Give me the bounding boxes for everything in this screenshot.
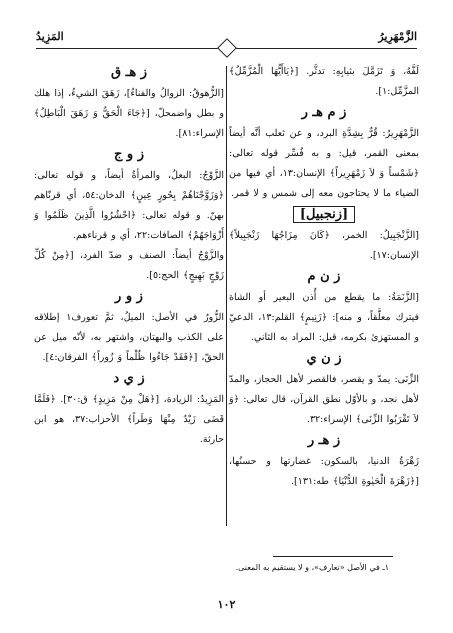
footnote-rule — [273, 556, 393, 557]
entry-text: [الزَّنْجَبِيلُ: الخمر، ﴿كَانَ مِزَاجُهَا زَنْجَبِيلاً﴾ الإنسان:١٧]. — [229, 230, 419, 261]
running-header — [36, 30, 417, 50]
entry-text: الزُّورُ في الأصل: الميلُ، ثمَّ تعورف١ إطلاقه على الكذب والبهتان، واشتهر به، لأنّه ميل عن الحقّ، [﴿فَقَدْ جَاءُوا ظُلْماً وَ زُوراً﴾ الفرقان:٤]. — [34, 312, 224, 363]
entry-text: الزَّمْهَرِيرُ: قُرٌّ بِشِدَّةِ البرد، و عن ثعلب أنَّه أيضاً بمعنى القمر، قيل: و به فُسِّر قوله تعالى: ﴿شَمْساً وَ لاَ زَمْهَرِيراً﴾ الإنسان:١٣، أي فيها من الضياء ما لا يحتاجون معه إلى شمس و لا قمر. — [229, 128, 420, 199]
entry-text: الزَّوْجُ: البعلُ، والمرأةُ أيضاً، و قوله تعالى: ﴿وَزَوَّجْنَاهُمْ بِحُورٍ عِينٍ﴾ الدخان:٥٤، أي قرنّاهم بهنّ. و قوله تعالى: ﴿احْشُرُوا الَّذِينَ ظَلَمُوا وَ أَزْوَاجَهُمْ﴾ الصافات:٢٢، أي و قرناءهم. — [34, 170, 224, 241]
entry-text: الزِّنَى: يمدّ و يقصر، فالقصر لأهل الحجاز، والمدّ لأهل نجد، و بالأوّل نطق القرآن، قال تعالى: ﴿وَ لاَ تَقْرَبُوا الزِّنَى﴾ الإسراء:٣٢. — [229, 374, 419, 425]
header-right-word: الزَّمْهَرِيرُ — [378, 30, 417, 43]
entry-headword: ز و ر — [115, 289, 143, 304]
entry-headword: ز ن ي — [306, 351, 342, 366]
entry-headword: ز ي د — [113, 371, 145, 386]
boxed-headword-text: [زنجبيل] — [293, 206, 355, 223]
entry-text: المَزِيدُ: الزيادة، [﴿هَلْ مِنْ مَزِيدٍ﴾ ق:٣٠]. ﴿فَلَمَّا قَضَى زَيْدٌ مِنْهَا وَطَراً﴾ الأحزاب:٣٧، هو ابن حارثة. — [34, 394, 225, 445]
entry-text: زَهْرَةُ الدنيا، بالسكون: غضارتها و حسنُها، [﴿زَهْرَةَ الْحَيٰوةِ الدُّنْيَا﴾ طه:١٣١]. — [229, 456, 419, 487]
page-number: ١٠٢ — [217, 598, 236, 611]
entry-headword: ز هـ ر — [307, 433, 341, 448]
entry-text: [الزَّنَمَةُ: ما يقطع من أُذن البعير أو الشاة فيترك معلَّقاً، و منه]: ﴿زَنِيمٍ﴾ القلم:١٣، الدعيّ و المستهزئ بكرمه، قيل: المراد به الثاني. — [229, 292, 419, 343]
footnote: ١ـ في الأصل «تعارف»، و لا يستقيم به المعنى. — [235, 563, 389, 572]
column-divider — [226, 66, 227, 526]
entry-text: والزَّوْجُ أيضاً: الصنف و ضدّ الفرد، [﴿مِنْ كُلِّ زَوْجٍ بَهِيجٍ﴾ الحج:٥]. — [34, 250, 224, 281]
left-column — [34, 62, 224, 450]
entry-headword: ز هـ ق — [110, 65, 148, 80]
entry-headword-boxed — [229, 204, 419, 226]
entry-headword: ز و ج — [114, 147, 144, 162]
header-diamond-ornament — [217, 38, 237, 58]
entry-text: لَفَّهُ، وَ تَزَمَّلَ بثيابِهِ: تدثَّر. [﴿يَاأَيُّهَا الْمُزَّمِّلُ﴾ المزَّمِّل:١]. — [229, 66, 419, 97]
entry-headword: ز م هـ ر — [301, 105, 347, 120]
right-column — [229, 62, 419, 492]
header-left-word: المَزِيدُ — [36, 30, 64, 43]
entry-headword: ز ن م — [307, 269, 341, 284]
entry-text: [الزُّهوقُ: الزوالُ والفناءُ]، زَهَقَ الشيءُ، إذا هلك و بطل واضمحلّ، [﴿جَاءَ الْحَقُّ وَ زَهَقَ الْبَاطِلُ﴾ الإسراء:٨١]. — [34, 88, 224, 139]
